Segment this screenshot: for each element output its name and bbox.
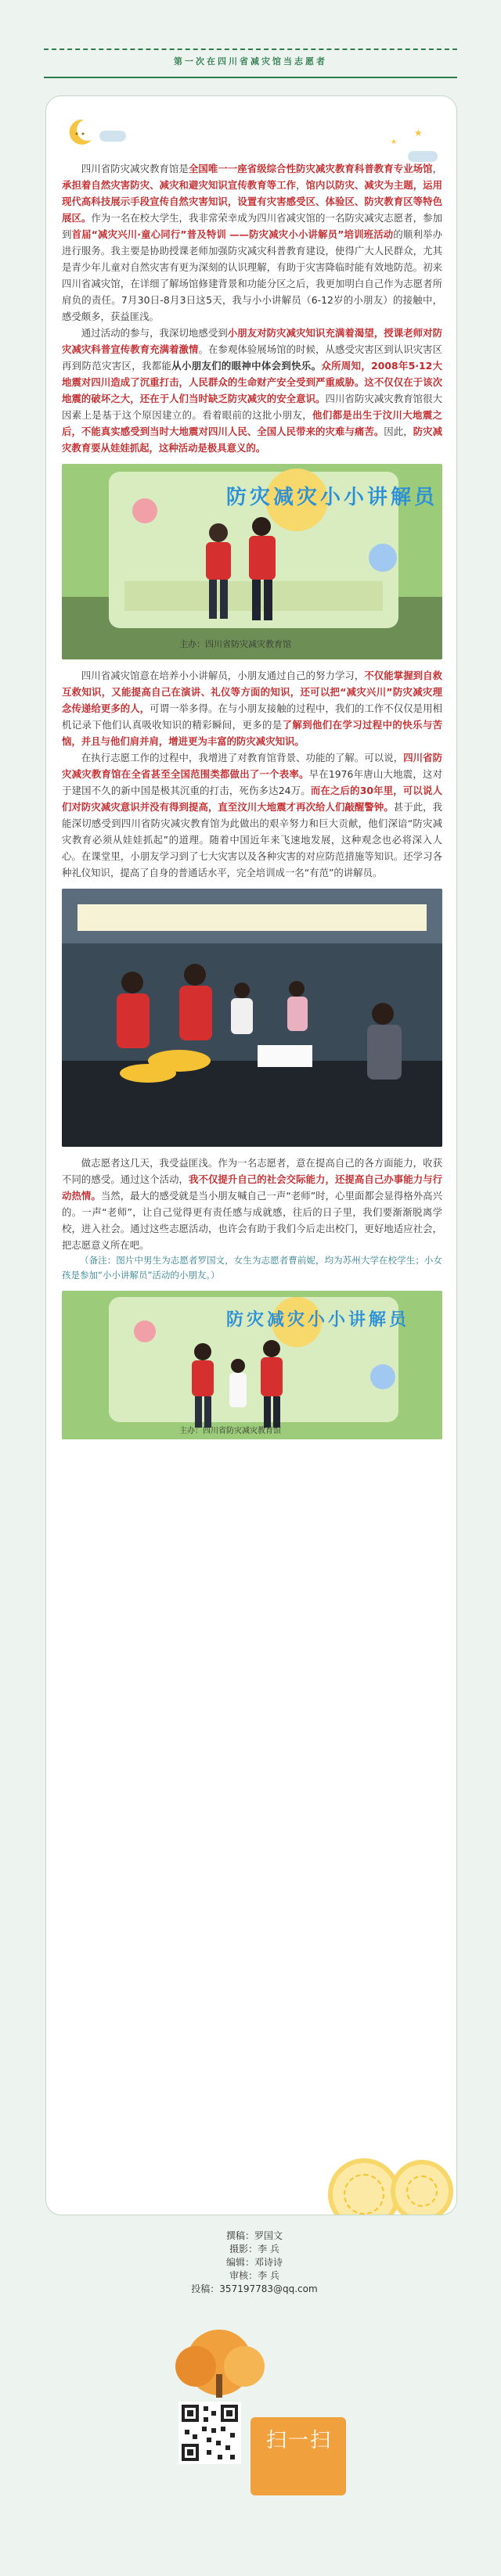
article-card	[45, 95, 457, 2215]
body-text: 早在1976年唐山大地震，这对于建国不久的新中国是极其沉重的打击，死伤多达24万。	[62, 768, 442, 796]
body-text: 四川省防灾减灾教育馆是	[81, 163, 189, 174]
star-icon: ★	[414, 128, 423, 138]
header-title: 第一次在四川省减灾馆当志愿者	[174, 56, 327, 66]
paragraph-1	[62, 160, 442, 325]
scan-badge	[250, 2417, 346, 2495]
credit-value: 李 兵	[258, 2270, 279, 2281]
credit-value: 李 兵	[258, 2244, 279, 2254]
highlighted-text: 防灾减灾教育要从娃娃抓起，这种活动是极具意义的。	[62, 426, 443, 454]
lemon-slice-icon	[328, 2158, 400, 2215]
autumn-tree-icon	[149, 2319, 290, 2398]
credit-line	[0, 2229, 501, 2243]
credit-value[interactable]: 357197783@qq.com	[219, 2283, 318, 2294]
highlighted-text: 从小朋友们的眼神中体会到快乐。	[171, 360, 322, 372]
photo-banner-sub: 主办：四川省防灾减灾教育馆	[179, 1427, 281, 1435]
star-icon: ★	[391, 138, 398, 146]
photo-banner-text: 防灾减灾小小讲解员	[226, 1310, 410, 1330]
credits-block	[0, 2229, 501, 2296]
body-text: 因此，	[384, 426, 413, 437]
article-content	[62, 160, 442, 1447]
photo-group	[62, 1291, 442, 1439]
body-text: 可谓一举多得。在与小朋友接触的过程中，我们的工作不仅仅是用相机记录下他们认真吸收知识的精彩瞬间，更多的是	[62, 702, 443, 731]
highlighted-text: 众所周知，2008年5·12大地震对四川造成了沉重打击，人民群众的生命财产安全受到严重威胁。这不仅仅在于该次地震的破坏之大，还在于人们当时缺乏防灾减灾的安全意识。	[62, 360, 443, 404]
paragraph-5	[62, 1155, 442, 1253]
highlighted-text: 小朋友对防灾减灾知识充满着渴望，授课老师对防灾减灾科普宣传教育充满着激情	[62, 327, 443, 355]
credit-key: 编辑：	[225, 2257, 254, 2268]
photo-banner-text: 防灾减灾小小讲解员	[226, 486, 438, 509]
body-text: 当然，最大的感受就是当小朋友喊自己一声“老师”时，心里面都会显得格外高兴的。一声“老师”，让自己觉得更有责任感与成就感，往后的日子里，我们要渐渐脱离学校，进入社会。通过这些志愿活动，也许会有助于我们今后走出校门，更好地适应社会，把志愿意义所在吧。	[62, 1190, 443, 1251]
credit-line	[0, 2269, 501, 2283]
highlighted-text: 他们都是出生于汶川大地震之后，不能真实感受到当时大地震对四川人民、全国人民带来的灾难与痛苦。	[62, 409, 443, 437]
credit-key: 撰稿：	[225, 2230, 254, 2241]
header-banner	[44, 49, 457, 78]
photo-banner-sub: 主办：四川省防灾减灾教育馆	[179, 639, 291, 649]
body-text: 作为一名在校大学生，我非常荣幸成为四川省减灾馆的一名防灾减灾志愿者，参加到	[62, 212, 442, 240]
cloud-icon	[99, 131, 126, 142]
qr-code-icon[interactable]	[178, 2402, 241, 2464]
paragraph-2	[62, 325, 442, 456]
credit-value: 罗国文	[254, 2230, 283, 2241]
highlighted-text: 四川省防灾减灾教育馆在全省甚至全国范围类都做出了一个表率。	[62, 752, 443, 780]
highlighted-text: 了解到他们在学习过程中的快乐与苦恼，并且与他们肩并肩，增进更为丰富的防灾减灾知识。	[62, 719, 443, 747]
highlighted-text: 承担着自然灾害防灾、减灾和避灾知识宣传教育等工作	[62, 179, 297, 191]
body-text: 。在参观体验展场馆的时候，从感受灾害区到认识灾害区再到防范灾害区，我都能	[62, 343, 443, 372]
body-text: ，	[296, 179, 306, 191]
highlighted-text: 不仅能掌握到自救互救知识，又能提高自己在演讲、礼仪等方面的知识，还可以把“减灾兴川”防灾减灾理念传递给更多的人，	[62, 670, 443, 714]
highlighted-text: 首届“减灾兴川·童心同行”普及特训	[71, 228, 227, 240]
qr-code-area[interactable]	[178, 2402, 241, 2488]
credit-key: 摄影：	[229, 2244, 258, 2254]
paragraph-4	[62, 749, 442, 881]
body-text: 四川省防灾减灾教育馆很大因素上是基于这个原因建立的。看着眼前的这批小朋友，	[62, 393, 443, 421]
credit-line	[0, 2283, 501, 2296]
highlighted-text: 而在之后的30年里，可以说人们对防灾减灾意识并没有得到提高，直至汶川大地震才再次给人们敲醒警钟。	[62, 785, 442, 813]
body-text: 通过活动的参与，我深切地感受到	[81, 327, 228, 339]
body-text: 的顺利举办进行服务。我主要是协助授课老师加强防灾减灾科普教育建设，使得广大人民群众，尤其是青少年儿童对自然灾害有更为深刻的认识理解，有助于灾害降临时能有效地防范。初来四川省减灾馆，在详细了解场馆修建背景和功能分区之后，我更加明白自己作为志愿者所肩负的责任。7月30日-8月3日这5天，我与小小讲解员（6-12岁的小朋友）的接触中，感受颇多，获益匪浅。	[62, 228, 443, 322]
lemon-slice-icon	[391, 2160, 453, 2215]
scan-label: 扫一扫	[266, 2429, 333, 2452]
body-text: 四川省减灾馆意在培养小小讲解员，小朋友通过自己的努力学习，	[81, 670, 365, 681]
body-text: 甚于此，我能深切感受到四川省防灾减灾教育馆为此做出的艰辛努力和巨大贡献，他们深谙“防灾减灾教育必须从娃娃抓起”的道理。随着中国近年来飞速地发展，这种观念也必将深入人心。在课堂里，小朋友学习到了七大灾害以及各种灾害的对应防范措施等知识。还学习各种礼仪知识，提高了自身的普通话水平，完全培训成一名“有范”的讲解员。	[62, 801, 443, 878]
photo-volunteers	[62, 464, 442, 659]
highlighted-text: 全国唯一一座省级综合性防灾减灾教育科普教育专业场馆	[188, 163, 433, 174]
highlighted-text: 我不仅提升自己的社会交际能力，还提高自己办事能力与行动热情。	[62, 1173, 443, 1202]
credit-line	[0, 2256, 501, 2269]
body-text: 在执行志愿工作的过程中，我增进了对教育馆背景、功能的了解。可以说，	[81, 752, 404, 763]
credit-key: 审核：	[229, 2270, 258, 2281]
body-text: 做志愿者这几天，我受益匪浅。作为一名志愿者，意在提高自己的各方面能力，收获不同的感受。通过这个活动，	[62, 1157, 442, 1185]
credit-line	[0, 2243, 501, 2256]
photo-classroom	[62, 889, 442, 1147]
moon-icon	[63, 117, 95, 148]
credit-value: 邓诗诗	[254, 2257, 283, 2268]
paragraph-3	[62, 667, 442, 749]
photo-classroom-image	[62, 889, 442, 1147]
photo-note: （备注：图片中男生为志愿者罗国文，女生为志愿者曹前妮，均为苏州大学在校学生；小女孩是参加“小小讲解员”活动的小朋友。）	[62, 1255, 442, 1281]
highlighted-text: 馆内以防灾、减灾为主题，运用现代高科技展示手段宣传自然灾害知识，设置有灾害感受区、体验区、防灾教育区等特色展区。	[62, 179, 443, 224]
credit-key: 投稿：	[191, 2283, 220, 2294]
highlighted-text: ——防灾减灾小小讲解员”培训班活动	[229, 228, 394, 240]
body-text: ，	[432, 163, 443, 174]
